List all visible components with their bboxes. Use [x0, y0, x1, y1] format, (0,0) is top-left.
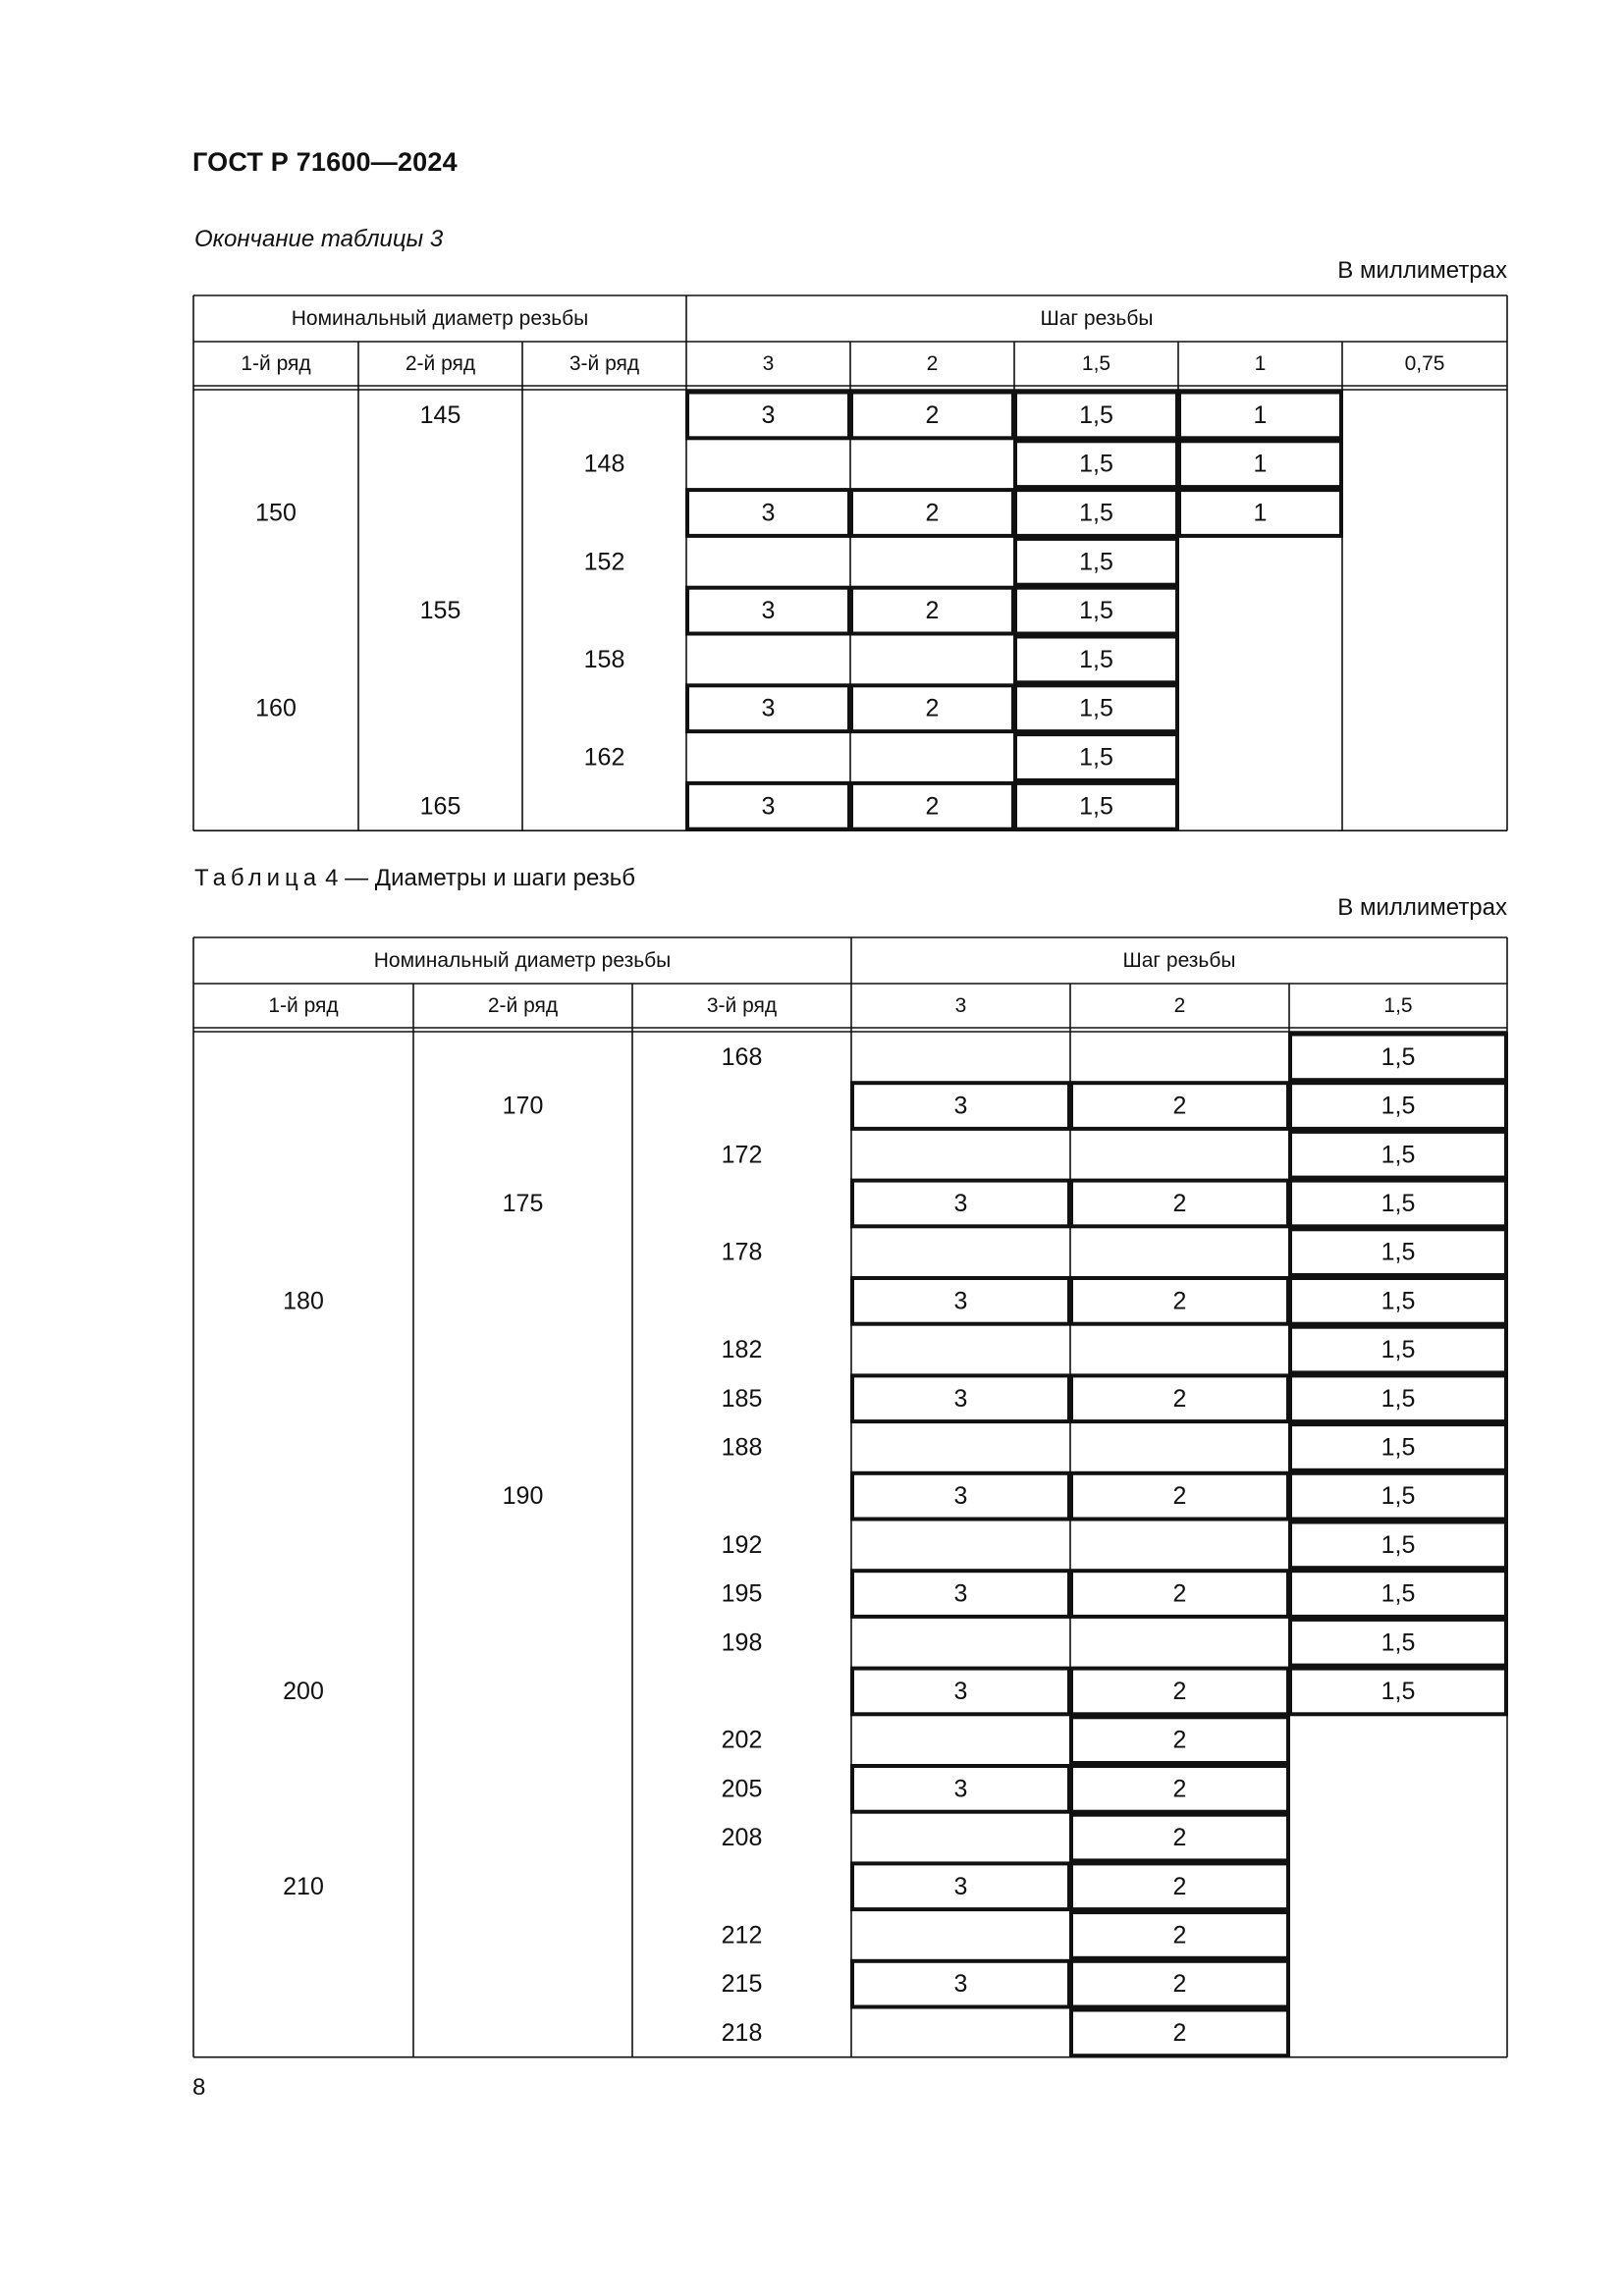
preferred-pitch-frame [1015, 734, 1177, 780]
table3-cell: 1,5 [1079, 499, 1113, 527]
table4-cell: 2 [1172, 1775, 1187, 1803]
table4-cell: 1,5 [1380, 1677, 1416, 1705]
preferred-pitch-frame [1071, 1571, 1288, 1617]
table4-column-header: 1,5 [1383, 994, 1413, 1017]
table4-cell: 3 [953, 1287, 968, 1315]
preferred-pitch-frame [1290, 1620, 1506, 1666]
table4-cell: 178 [721, 1238, 763, 1266]
preferred-pitch-frame [852, 1473, 1069, 1520]
preferred-pitch-frame [1290, 1522, 1506, 1569]
preferred-pitch-frame [687, 685, 849, 731]
preferred-pitch-frame [1071, 1815, 1288, 1861]
table3-cell: 3 [761, 792, 776, 821]
preferred-pitch-frame [1290, 1132, 1506, 1178]
preferred-pitch-frame [1290, 1181, 1506, 1227]
preferred-pitch-frame [1179, 441, 1341, 487]
table3-units: В миллиметрах [1337, 257, 1507, 284]
table3-column-header: 1 [1254, 352, 1267, 375]
table4-cell: 1,5 [1380, 1141, 1416, 1169]
table3-cell: 148 [583, 450, 625, 478]
preferred-pitch-frame [851, 588, 1013, 634]
table4-cell: 205 [721, 1775, 763, 1803]
table3-header-diameter: Номинальный диаметр резьбы [291, 307, 589, 330]
table4-column-header: 2-й ряд [487, 994, 559, 1017]
table4-cell: 188 [721, 1433, 763, 1462]
table4-cell: 2 [1172, 1384, 1187, 1413]
table4-units: В миллиметрах [1337, 894, 1507, 921]
table4-cell: 208 [721, 1824, 763, 1852]
table4-cell: 3 [953, 1189, 968, 1217]
preferred-pitch-frame [852, 1766, 1069, 1812]
preferred-pitch-frame [1015, 637, 1177, 683]
table3-cell: 158 [583, 645, 625, 673]
table4-cell: 2 [1172, 1482, 1187, 1511]
preferred-pitch-frame [1071, 1473, 1288, 1520]
preferred-pitch-frame [1290, 1278, 1506, 1324]
preferred-pitch-frame [1290, 1571, 1506, 1617]
preferred-pitch-frame [852, 1181, 1069, 1227]
table3-cell: 1,5 [1079, 792, 1113, 821]
table3-cell: 1,5 [1079, 743, 1113, 772]
table3-cell: 145 [419, 400, 461, 429]
table3-cell: 1,5 [1079, 450, 1113, 478]
document-header: ГОСТ Р 71600—2024 [192, 147, 458, 177]
preferred-pitch-frame [1071, 2010, 1288, 2056]
table3-column-header: 1-й ряд [241, 352, 311, 375]
table4-cell: 1,5 [1380, 1530, 1416, 1559]
table4-cell: 1,5 [1380, 1238, 1416, 1266]
page-number: 8 [192, 2074, 206, 2101]
table4-cell: 190 [502, 1482, 544, 1511]
table3-column-header: 3-й ряд [568, 352, 640, 375]
table3-cell: 1 [1253, 400, 1268, 429]
table3-header-pitch: Шаг резьбы [1040, 307, 1154, 330]
table3-cell: 2 [925, 792, 940, 821]
table3-cell: 2 [925, 499, 940, 527]
preferred-pitch-frame [1071, 1961, 1288, 2007]
table4-cell: 1,5 [1380, 1042, 1416, 1071]
preferred-pitch-frame [852, 1961, 1069, 2007]
table3-column-header: 0,75 [1404, 352, 1445, 375]
table3-cell: 150 [255, 499, 297, 527]
table4-cell: 192 [721, 1530, 763, 1559]
table4-cell: 2 [1172, 1726, 1187, 1754]
preferred-pitch-frame [1071, 1863, 1288, 1909]
table4-cell: 2 [1172, 1970, 1187, 1999]
table4-cell: 1,5 [1380, 1629, 1416, 1657]
preferred-pitch-frame [1015, 783, 1177, 829]
table4-cell: 3 [953, 1677, 968, 1705]
table4-cell: 1,5 [1380, 1482, 1416, 1511]
table4-cell: 180 [283, 1287, 324, 1315]
preferred-pitch-frame [1179, 393, 1341, 439]
preferred-pitch-frame [852, 1083, 1069, 1129]
preferred-pitch-frame [1071, 1717, 1288, 1763]
table4-cell: 1,5 [1380, 1189, 1416, 1217]
preferred-pitch-frame [1071, 1669, 1288, 1715]
preferred-pitch-frame [1015, 393, 1177, 439]
table3-continuation-caption: Окончание таблицы 3 [194, 226, 444, 252]
table4-cell: 3 [953, 1384, 968, 1413]
preferred-pitch-frame [1071, 1083, 1288, 1129]
table4-cell: 1,5 [1380, 1092, 1416, 1120]
preferred-pitch-frame [1071, 1766, 1288, 1812]
preferred-pitch-frame [1071, 1181, 1288, 1227]
preferred-pitch-frame [852, 1278, 1069, 1324]
table3-cell: 3 [761, 597, 776, 625]
table4-cell: 170 [502, 1092, 544, 1120]
table4-cell: 2 [1172, 1287, 1187, 1315]
table4-column-header: 3-й ряд [706, 994, 778, 1017]
table3-cell: 2 [925, 694, 940, 722]
preferred-pitch-frame [1290, 1229, 1506, 1275]
preferred-pitch-frame [851, 490, 1013, 536]
table4-cell: 3 [953, 1579, 968, 1608]
table3-cell: 160 [255, 694, 297, 722]
table4-cell: 202 [721, 1726, 763, 1754]
preferred-pitch-frame [1015, 490, 1177, 536]
table4-cell: 3 [953, 1482, 968, 1511]
table3-cell: 1,5 [1079, 694, 1113, 722]
table4-cell: 218 [721, 2018, 763, 2047]
table4-cell: 2 [1172, 1092, 1187, 1120]
table3-cell: 1 [1253, 499, 1268, 527]
table3-cell: 1,5 [1079, 645, 1113, 673]
table3-cell: 155 [419, 597, 461, 625]
table3-column-header: 1,5 [1081, 352, 1111, 375]
table4-cell: 3 [953, 1872, 968, 1900]
table4-cell: 198 [721, 1629, 763, 1657]
table4-cell: 210 [283, 1872, 324, 1900]
table4-cell: 3 [953, 1970, 968, 1999]
preferred-pitch-frame [687, 588, 849, 634]
table3-cell: 3 [761, 694, 776, 722]
table3-cell: 1 [1253, 450, 1268, 478]
preferred-pitch-frame [1015, 588, 1177, 634]
table4-cell: 1,5 [1380, 1336, 1416, 1364]
table3-cell: 1,5 [1079, 597, 1113, 625]
table3-cell: 165 [419, 792, 461, 821]
preferred-pitch-frame [687, 783, 849, 829]
table4-cell: 2 [1172, 1677, 1187, 1705]
preferred-pitch-frame [1015, 539, 1177, 585]
preferred-pitch-frame [852, 1571, 1069, 1617]
table4-caption-number: 4 [325, 865, 339, 891]
table4-cell: 195 [721, 1579, 763, 1608]
table4-cell: 2 [1172, 2018, 1187, 2047]
table4-cell: 2 [1172, 1579, 1187, 1608]
table4-cell: 2 [1172, 1824, 1187, 1852]
table3-cell: 162 [583, 743, 625, 772]
table4-column-header: 1-й ряд [268, 994, 339, 1017]
preferred-pitch-frame [851, 685, 1013, 731]
preferred-pitch-frame [1071, 1278, 1288, 1324]
table3-column-header: 2-й ряд [405, 352, 476, 375]
table4-cell: 1,5 [1380, 1579, 1416, 1608]
table4-header-diameter: Номинальный диаметр резьбы [373, 949, 672, 972]
preferred-pitch-frame [687, 490, 849, 536]
table4-column-header: 3 [954, 994, 967, 1017]
preferred-pitch-frame [852, 1863, 1069, 1909]
preferred-pitch-frame [1290, 1669, 1506, 1715]
preferred-pitch-frame [1071, 1375, 1288, 1421]
preferred-pitch-frame [852, 1375, 1069, 1421]
preferred-pitch-frame [1290, 1424, 1506, 1470]
preferred-pitch-frame [1179, 490, 1341, 536]
table3-column-header: 3 [762, 352, 775, 375]
preferred-pitch-frame [851, 783, 1013, 829]
table4-cell: 1,5 [1380, 1433, 1416, 1462]
table4-cell: 215 [721, 1970, 763, 1999]
table4-cell: 185 [721, 1384, 763, 1413]
table4-cell: 1,5 [1380, 1287, 1416, 1315]
table4-cell: 1,5 [1380, 1384, 1416, 1413]
table4-cell: 2 [1172, 1189, 1187, 1217]
preferred-pitch-frame [687, 393, 849, 439]
preferred-pitch-frame [851, 393, 1013, 439]
table4-cell: 172 [721, 1141, 763, 1169]
table4-header-pitch: Шаг резьбы [1122, 949, 1236, 972]
table4-cell: 2 [1172, 1921, 1187, 1949]
table4-caption-title: — Диаметры и шаги резьб [345, 865, 636, 891]
preferred-pitch-frame [1290, 1473, 1506, 1520]
table4-caption [194, 865, 635, 892]
preferred-pitch-frame [1290, 1035, 1506, 1081]
table4-caption-prefix: Таблица [194, 865, 322, 891]
preferred-pitch-frame [852, 1669, 1069, 1715]
preferred-pitch-frame [1015, 685, 1177, 731]
table3-cell: 2 [925, 400, 940, 429]
table4-cell: 212 [721, 1921, 763, 1949]
table4-cell: 168 [721, 1042, 763, 1071]
table3-cell: 3 [761, 499, 776, 527]
table4-cell: 200 [283, 1677, 324, 1705]
table3-cell: 3 [761, 400, 776, 429]
table4-cell: 3 [953, 1775, 968, 1803]
preferred-pitch-frame [1290, 1327, 1506, 1373]
table3-cell: 152 [583, 548, 625, 576]
table3-cell: 1,5 [1079, 548, 1113, 576]
table4-cell: 3 [953, 1092, 968, 1120]
table3-cell: 1,5 [1079, 400, 1113, 429]
preferred-pitch-frame [1071, 1912, 1288, 1958]
preferred-pitch-frame [1290, 1083, 1506, 1129]
table4-cell: 2 [1172, 1872, 1187, 1900]
table4-column-header: 2 [1173, 994, 1186, 1017]
table4-cell: 182 [721, 1336, 763, 1364]
table4-cell: 175 [502, 1189, 544, 1217]
preferred-pitch-frame [1290, 1375, 1506, 1421]
table3-cell: 2 [925, 597, 940, 625]
table3-column-header: 2 [926, 352, 939, 375]
preferred-pitch-frame [1015, 441, 1177, 487]
